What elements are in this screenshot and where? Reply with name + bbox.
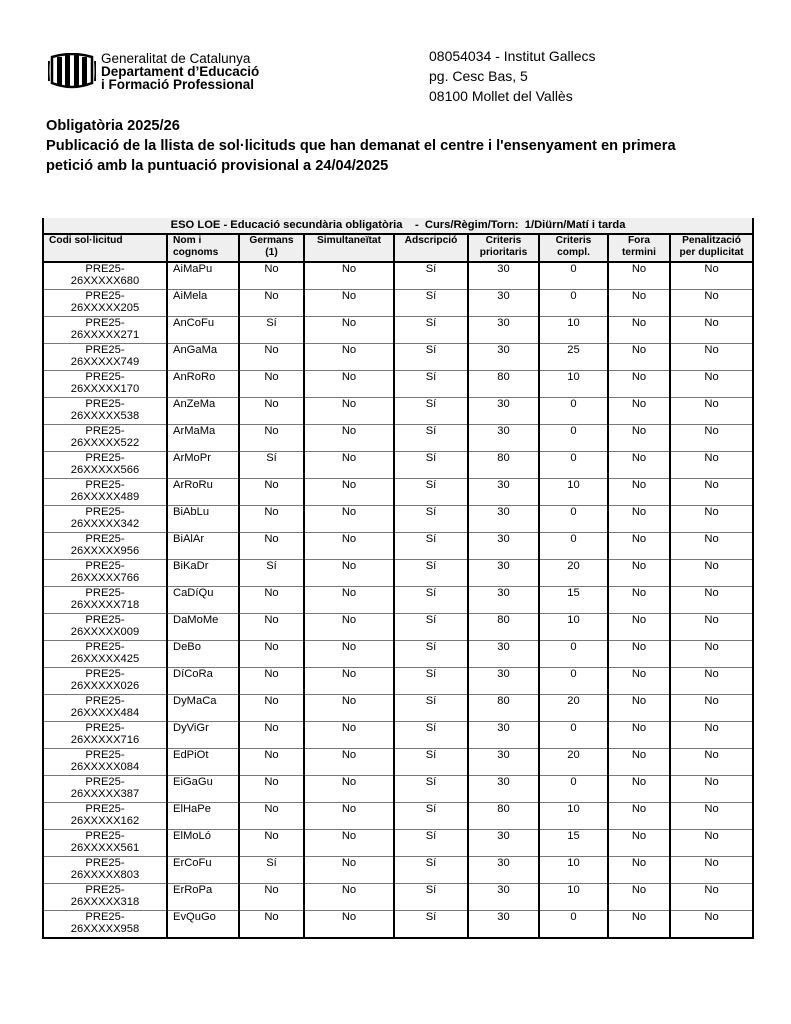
cell-penalitzacio: No [670,722,753,749]
table-row [43,722,753,749]
cell-adscripcio: Sí [394,317,468,344]
cell-code: PRE25- 26XXXXX162 [43,803,167,830]
cell-simultaneitat: No [304,398,394,425]
cell-name: DíCoRa [167,668,239,695]
cell-germans: No [239,506,304,533]
title-line-3: petició amb la puntuació provisional a 24/04/2025 [46,158,389,174]
cell-penalitzacio: No [670,262,753,290]
cell-criteris-prioritaris: 30 [468,641,539,668]
cell-fora-termini: No [608,560,670,587]
cell-name: DyMaCa [167,695,239,722]
cell-fora-termini: No [608,911,670,939]
cell-adscripcio: Sí [394,776,468,803]
cell-germans: No [239,371,304,398]
cell-germans: No [239,830,304,857]
cell-germans: No [239,479,304,506]
table-row [43,614,753,641]
cell-name: ArMaMa [167,425,239,452]
table-row [43,641,753,668]
cell-simultaneitat: No [304,290,394,317]
cell-criteris-compl: 0 [539,262,608,290]
cell-germans: Sí [239,452,304,479]
table-row [43,668,753,695]
cell-criteris-compl: 0 [539,290,608,317]
cell-simultaneitat: No [304,803,394,830]
cell-penalitzacio: No [670,479,753,506]
cell-penalitzacio: No [670,425,753,452]
cell-fora-termini: No [608,317,670,344]
cell-fora-termini: No [608,857,670,884]
cell-germans: No [239,911,304,939]
cell-simultaneitat: No [304,722,394,749]
cell-name: AnZeMa [167,398,239,425]
cell-name: BiAlAr [167,533,239,560]
cell-adscripcio: Sí [394,506,468,533]
cell-criteris-prioritaris: 30 [468,884,539,911]
cell-adscripcio: Sí [394,857,468,884]
cell-penalitzacio: No [670,452,753,479]
cell-adscripcio: Sí [394,479,468,506]
cell-name: EdPiOt [167,749,239,776]
cell-germans: No [239,803,304,830]
address-line-2: pg. Cesc Bas, 5 [429,68,528,84]
cell-code: PRE25- 26XXXXX484 [43,695,167,722]
cell-adscripcio: Sí [394,425,468,452]
cell-name: CaDíQu [167,587,239,614]
cell-germans: No [239,262,304,290]
cell-adscripcio: Sí [394,560,468,587]
table-row [43,479,753,506]
cell-fora-termini: No [608,371,670,398]
cell-code: PRE25- 26XXXXX803 [43,857,167,884]
cell-penalitzacio: No [670,587,753,614]
table-row [43,803,753,830]
cell-fora-termini: No [608,830,670,857]
school-address [429,46,596,106]
column-header-name: Nom i cognoms [167,234,239,262]
cell-adscripcio: Sí [394,587,468,614]
cell-germans: No [239,695,304,722]
cell-simultaneitat: No [304,344,394,371]
cell-criteris-compl: 10 [539,857,608,884]
cell-name: ElMoLó [167,830,239,857]
cell-germans: No [239,290,304,317]
cell-germans: No [239,533,304,560]
cell-penalitzacio: No [670,884,753,911]
cell-criteris-compl: 10 [539,371,608,398]
cell-fora-termini: No [608,533,670,560]
cell-germans: No [239,749,304,776]
table-row [43,533,753,560]
cell-penalitzacio: No [670,506,753,533]
generalitat-logo-icon [48,53,96,89]
cell-fora-termini: No [608,290,670,317]
table-row [43,317,753,344]
cell-criteris-compl: 0 [539,533,608,560]
column-header-adscripcio: Adscripció [394,234,468,262]
cell-name: ErCoFu [167,857,239,884]
cell-name: BiAbLu [167,506,239,533]
table-row [43,587,753,614]
cell-criteris-prioritaris: 30 [468,262,539,290]
cell-simultaneitat: No [304,506,394,533]
cell-germans: No [239,344,304,371]
cell-code: PRE25- 26XXXXX318 [43,884,167,911]
cell-criteris-prioritaris: 80 [468,371,539,398]
cell-germans: No [239,614,304,641]
cell-penalitzacio: No [670,398,753,425]
table-row [43,560,753,587]
cell-simultaneitat: No [304,911,394,939]
cell-name: ErRoPa [167,884,239,911]
cell-adscripcio: Sí [394,830,468,857]
cell-germans: No [239,641,304,668]
cell-adscripcio: Sí [394,533,468,560]
cell-penalitzacio: No [670,695,753,722]
cell-code: PRE25- 26XXXXX958 [43,911,167,939]
cell-code: PRE25- 26XXXXX342 [43,506,167,533]
cell-criteris-compl: 20 [539,749,608,776]
cell-criteris-compl: 0 [539,398,608,425]
cell-name: EiGaGu [167,776,239,803]
cell-code: PRE25- 26XXXXX489 [43,479,167,506]
cell-criteris-prioritaris: 80 [468,614,539,641]
cell-simultaneitat: No [304,614,394,641]
cell-fora-termini: No [608,884,670,911]
cell-fora-termini: No [608,722,670,749]
org-line-3: i Formació Professional [101,77,255,92]
org-line-2: Departament d’Educació [101,64,260,79]
table-row [43,290,753,317]
table-row [43,911,753,939]
cell-criteris-compl: 20 [539,695,608,722]
cell-criteris-prioritaris: 30 [468,587,539,614]
cell-simultaneitat: No [304,533,394,560]
cell-criteris-compl: 20 [539,560,608,587]
cell-penalitzacio: No [670,857,753,884]
cell-adscripcio: Sí [394,884,468,911]
cell-criteris-compl: 0 [539,668,608,695]
cell-penalitzacio: No [670,560,753,587]
cell-penalitzacio: No [670,344,753,371]
cell-fora-termini: No [608,668,670,695]
cell-simultaneitat: No [304,830,394,857]
cell-penalitzacio: No [670,668,753,695]
cell-name: ArMoPr [167,452,239,479]
cell-fora-termini: No [608,641,670,668]
cell-adscripcio: Sí [394,262,468,290]
cell-criteris-compl: 0 [539,641,608,668]
cell-criteris-prioritaris: 80 [468,803,539,830]
cell-simultaneitat: No [304,857,394,884]
applications-table [42,218,754,939]
address-line-1: 08054034 - Institut Gallecs [429,48,596,64]
cell-adscripcio: Sí [394,344,468,371]
cell-fora-termini: No [608,803,670,830]
cell-code: PRE25- 26XXXXX522 [43,425,167,452]
cell-code: PRE25- 26XXXXX387 [43,776,167,803]
table-header-row [43,234,753,262]
cell-fora-termini: No [608,614,670,641]
cell-criteris-prioritaris: 30 [468,560,539,587]
cell-germans: Sí [239,317,304,344]
cell-criteris-compl: 10 [539,884,608,911]
table-row [43,371,753,398]
cell-criteris-prioritaris: 30 [468,425,539,452]
cell-code: PRE25- 26XXXXX718 [43,587,167,614]
cell-name: AnGaMa [167,344,239,371]
cell-criteris-prioritaris: 30 [468,506,539,533]
cell-criteris-prioritaris: 30 [468,749,539,776]
column-header-penalitzacio: Penalització per duplicitat [670,234,753,262]
cell-adscripcio: Sí [394,371,468,398]
cell-criteris-compl: 15 [539,587,608,614]
title-line-1: Obligatòria 2025/26 [46,118,180,134]
cell-penalitzacio: No [670,533,753,560]
cell-fora-termini: No [608,398,670,425]
table-row [43,749,753,776]
cell-germans: Sí [239,857,304,884]
cell-criteris-compl: 15 [539,830,608,857]
cell-germans: No [239,587,304,614]
cell-criteris-prioritaris: 30 [468,398,539,425]
cell-simultaneitat: No [304,641,394,668]
column-header-criteris-prioritaris: Criteris prioritaris [468,234,539,262]
cell-simultaneitat: No [304,425,394,452]
cell-code: PRE25- 26XXXXX170 [43,371,167,398]
cell-penalitzacio: No [670,614,753,641]
cell-criteris-compl: 10 [539,479,608,506]
table-row [43,884,753,911]
cell-penalitzacio: No [670,641,753,668]
cell-fora-termini: No [608,749,670,776]
cell-code: PRE25- 26XXXXX566 [43,452,167,479]
cell-fora-termini: No [608,776,670,803]
column-header-code: Codi sol·licitud [43,234,167,262]
cell-germans: No [239,884,304,911]
cell-code: PRE25- 26XXXXX749 [43,344,167,371]
cell-criteris-prioritaris: 30 [468,857,539,884]
table-row [43,695,753,722]
cell-fora-termini: No [608,695,670,722]
cell-criteris-compl: 0 [539,506,608,533]
cell-simultaneitat: No [304,262,394,290]
cell-fora-termini: No [608,425,670,452]
cell-adscripcio: Sí [394,614,468,641]
column-header-simultaneitat: Simultaneïtat [304,234,394,262]
cell-criteris-compl: 10 [539,803,608,830]
cell-adscripcio: Sí [394,641,468,668]
cell-simultaneitat: No [304,776,394,803]
cell-name: ElHaPe [167,803,239,830]
cell-name: DeBo [167,641,239,668]
cell-name: AiMela [167,290,239,317]
cell-fora-termini: No [608,587,670,614]
cell-criteris-compl: 10 [539,317,608,344]
cell-name: AnCoFu [167,317,239,344]
cell-code: PRE25- 26XXXXX026 [43,668,167,695]
cell-germans: Sí [239,560,304,587]
cell-code: PRE25- 26XXXXX680 [43,262,167,290]
cell-code: PRE25- 26XXXXX271 [43,317,167,344]
cell-adscripcio: Sí [394,911,468,939]
cell-simultaneitat: No [304,749,394,776]
document-title [46,116,766,176]
table-row [43,398,753,425]
cell-name: AnRoRo [167,371,239,398]
organization-name [101,52,259,91]
cell-simultaneitat: No [304,560,394,587]
cell-criteris-compl: 0 [539,776,608,803]
cell-penalitzacio: No [670,749,753,776]
cell-criteris-prioritaris: 80 [468,452,539,479]
cell-criteris-prioritaris: 30 [468,344,539,371]
cell-criteris-prioritaris: 30 [468,722,539,749]
cell-germans: No [239,776,304,803]
cell-criteris-prioritaris: 30 [468,290,539,317]
cell-criteris-compl: 0 [539,452,608,479]
table-row [43,425,753,452]
table-section-band: ESO LOE - Educació secundària obligatòria - Curs/Règim/Torn: 1/Diürn/Matí i tarda [43,218,753,234]
cell-simultaneitat: No [304,587,394,614]
cell-simultaneitat: No [304,695,394,722]
cell-simultaneitat: No [304,479,394,506]
cell-penalitzacio: No [670,776,753,803]
cell-name: EvQuGo [167,911,239,939]
cell-penalitzacio: No [670,803,753,830]
column-header-germans: Germans (1) [239,234,304,262]
cell-code: PRE25- 26XXXXX956 [43,533,167,560]
cell-criteris-compl: 0 [539,722,608,749]
cell-penalitzacio: No [670,290,753,317]
cell-germans: No [239,722,304,749]
cell-criteris-prioritaris: 30 [468,911,539,939]
table-row [43,262,753,290]
cell-code: PRE25- 26XXXXX425 [43,641,167,668]
table-row [43,506,753,533]
title-line-2: Publicació de la llista de sol·licituds que han demanat el centre i l'ensenyament en primera [46,138,676,154]
cell-fora-termini: No [608,452,670,479]
cell-adscripcio: Sí [394,803,468,830]
cell-adscripcio: Sí [394,290,468,317]
cell-fora-termini: No [608,262,670,290]
cell-germans: No [239,398,304,425]
cell-germans: No [239,668,304,695]
cell-penalitzacio: No [670,371,753,398]
column-header-criteris-compl: Criteris compl. [539,234,608,262]
cell-name: DaMoMe [167,614,239,641]
cell-adscripcio: Sí [394,695,468,722]
cell-criteris-prioritaris: 30 [468,776,539,803]
cell-adscripcio: Sí [394,722,468,749]
cell-simultaneitat: No [304,452,394,479]
column-header-fora-termini: Fora termini [608,234,670,262]
table-row [43,452,753,479]
cell-criteris-compl: 0 [539,911,608,939]
table-row [43,776,753,803]
cell-code: PRE25- 26XXXXX009 [43,614,167,641]
cell-criteris-prioritaris: 30 [468,533,539,560]
cell-name: BiKaDr [167,560,239,587]
cell-code: PRE25- 26XXXXX538 [43,398,167,425]
cell-germans: No [239,425,304,452]
cell-simultaneitat: No [304,317,394,344]
address-line-3: 08100 Mollet del Vallès [429,88,573,104]
cell-adscripcio: Sí [394,749,468,776]
cell-criteris-prioritaris: 30 [468,668,539,695]
table-row [43,857,753,884]
cell-name: DyViGr [167,722,239,749]
cell-adscripcio: Sí [394,398,468,425]
cell-fora-termini: No [608,506,670,533]
cell-penalitzacio: No [670,911,753,939]
org-line-1: Generalitat de Catalunya [101,51,251,66]
cell-simultaneitat: No [304,371,394,398]
cell-criteris-compl: 0 [539,425,608,452]
cell-name: ArRoRu [167,479,239,506]
cell-name: AiMaPu [167,262,239,290]
cell-criteris-prioritaris: 80 [468,695,539,722]
cell-criteris-compl: 25 [539,344,608,371]
cell-penalitzacio: No [670,830,753,857]
table-row [43,344,753,371]
cell-adscripcio: Sí [394,452,468,479]
cell-penalitzacio: No [670,317,753,344]
table-row [43,830,753,857]
cell-criteris-prioritaris: 30 [468,317,539,344]
cell-criteris-compl: 10 [539,614,608,641]
cell-fora-termini: No [608,479,670,506]
cell-simultaneitat: No [304,884,394,911]
cell-adscripcio: Sí [394,668,468,695]
cell-code: PRE25- 26XXXXX561 [43,830,167,857]
cell-criteris-prioritaris: 30 [468,830,539,857]
cell-code: PRE25- 26XXXXX084 [43,749,167,776]
cell-criteris-prioritaris: 30 [468,479,539,506]
cell-code: PRE25- 26XXXXX766 [43,560,167,587]
cell-simultaneitat: No [304,668,394,695]
cell-code: PRE25- 26XXXXX205 [43,290,167,317]
cell-code: PRE25- 26XXXXX716 [43,722,167,749]
cell-fora-termini: No [608,344,670,371]
